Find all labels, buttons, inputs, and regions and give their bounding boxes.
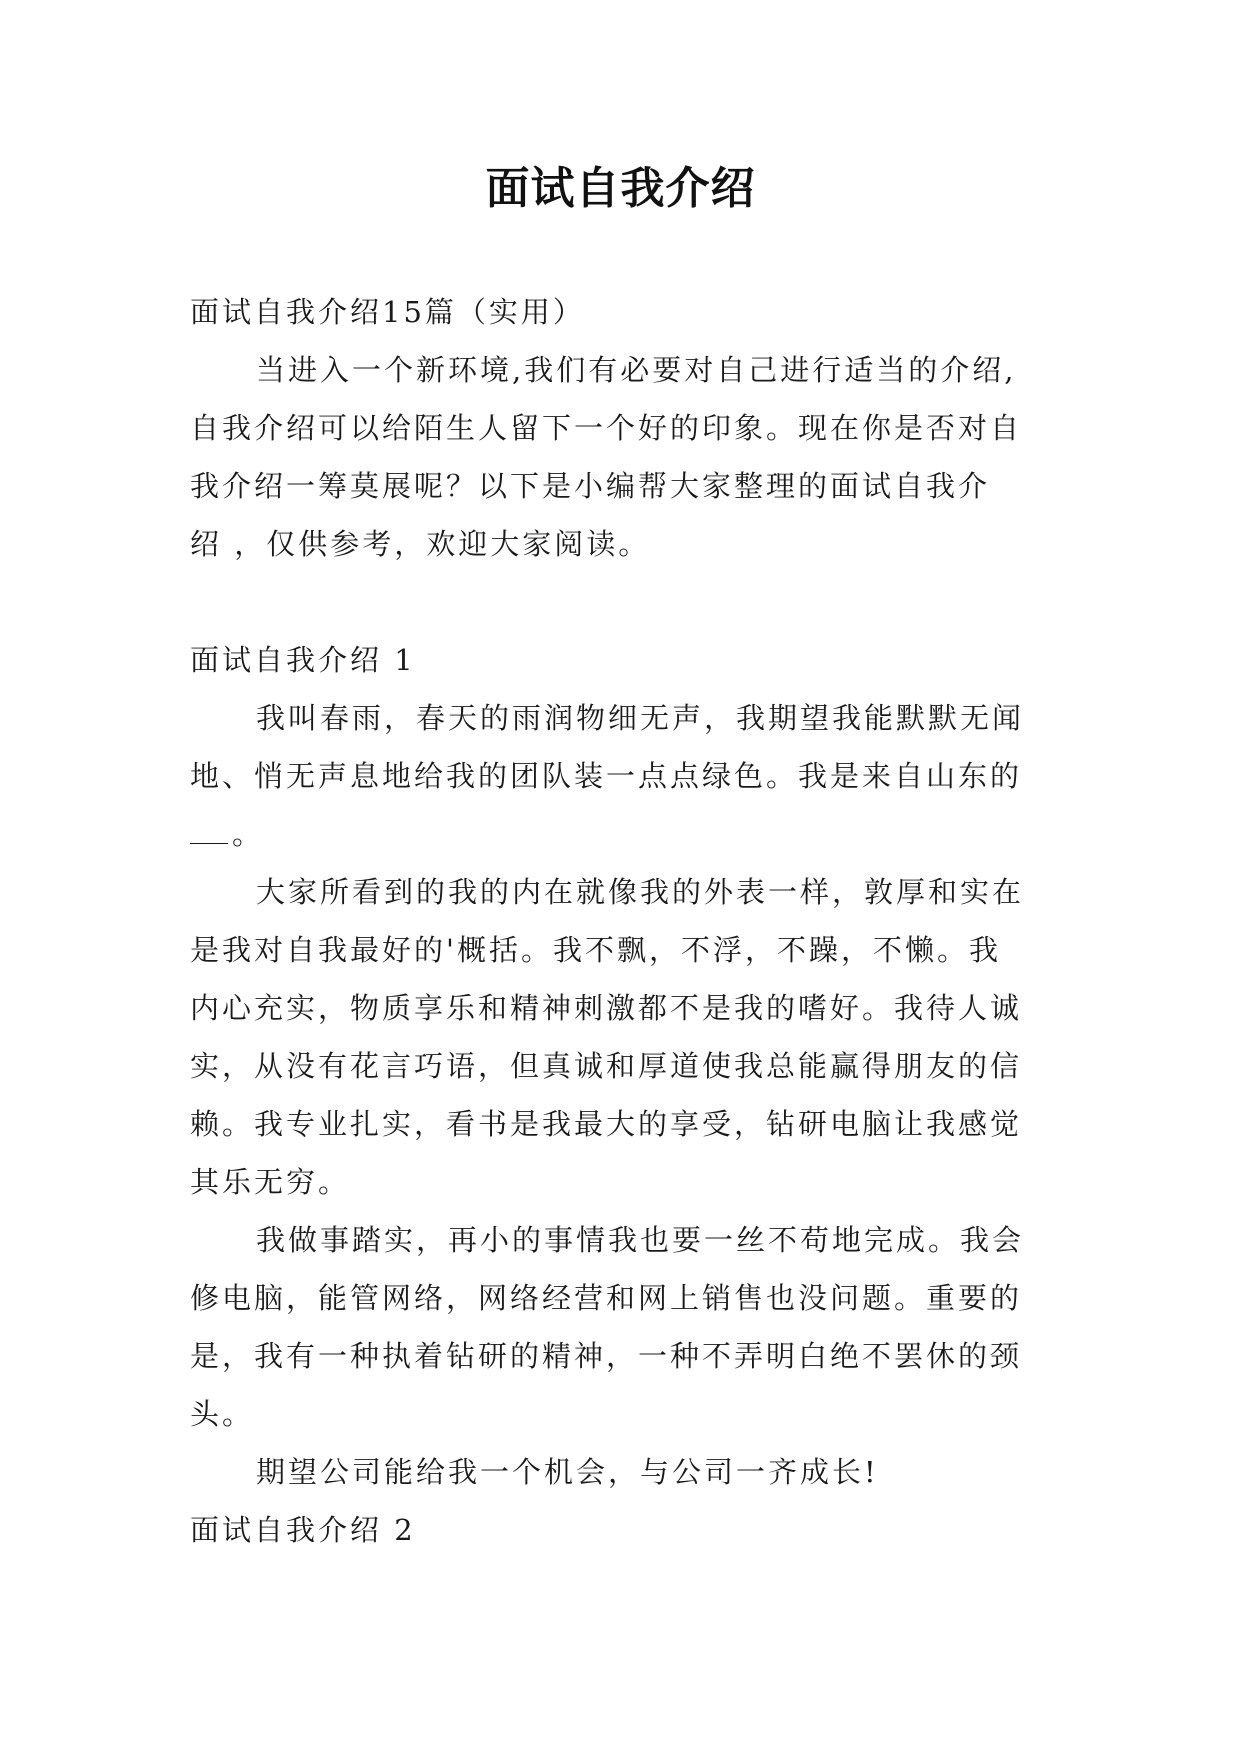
s1-p2-line-3: 内心充实，物质享乐和精神刺激都不是我的嗜好。我待人诚 [190,991,1023,1025]
s1-p1-tail: 。 [232,817,265,851]
s1-p3-line-3: 是，我有一种执着钻研的精神，一种不弄明白绝不罢休的颈 [190,1339,1023,1373]
s1-p3-line-1: 我做事踏实，再小的事情我也要一丝不苟地完成。我会 [256,1223,1025,1257]
intro-line-3: 我介绍一筹莫展呢？以下是小编帮大家整理的面试自我介 [190,469,991,503]
intro-line-4: 绍 ，仅供参考，欢迎大家阅读。 [190,527,651,561]
section2-heading: 面试自我介绍 2 [190,1513,416,1547]
s1-p1-line-1: 我叫春雨，春天的雨润物细无声，我期望我能默默无闻 [256,701,1025,735]
section1-heading: 面试自我介绍 1 [190,643,416,677]
s1-p1-line-2: 地、悄无声息地给我的团队装一点点绿色。我是来自山东的 [190,759,1023,793]
blank-underline [190,823,228,844]
intro-heading: 面试自我介绍15篇（实用） [190,295,585,329]
s1-p1-line-3 [190,805,1061,863]
document-body [190,283,1061,1559]
document-title: 面试自我介绍 [485,163,756,214]
s1-p3-line-2: 修电脑，能管网络，网络经营和网上销售也没问题。重要的 [190,1281,1023,1315]
intro-line-2: 自我介绍可以给陌生人留下一个好的印象。现在你是否对自 [190,411,1023,445]
s1-p2-line-5: 赖。我专业扎实，看书是我最大的享受，钻研电脑让我感觉 [190,1107,1023,1141]
s1-p2-line-1: 大家所看到的我的内在就像我的外表一样，敦厚和实在 [256,875,1025,909]
s1-p3-line-4: 头。 [190,1397,255,1431]
s1-p4-line-1: 期望公司能给我一个机会，与公司一齐成长! [256,1455,879,1489]
section-spacer [190,573,1061,631]
s1-p2-line-2: 是我对自我最好的'概括。我不飘，不浮，不躁，不懒。我 [190,933,1001,967]
s1-p2-line-6: 其乐无穷。 [190,1165,351,1199]
intro-line-1: 当进入一个新环境,我们有必要对自己进行适当的介绍, [256,353,1017,387]
s1-p2-line-4: 实，从没有花言巧语，但真诚和厚道使我总能赢得朋友的信 [190,1049,1023,1083]
